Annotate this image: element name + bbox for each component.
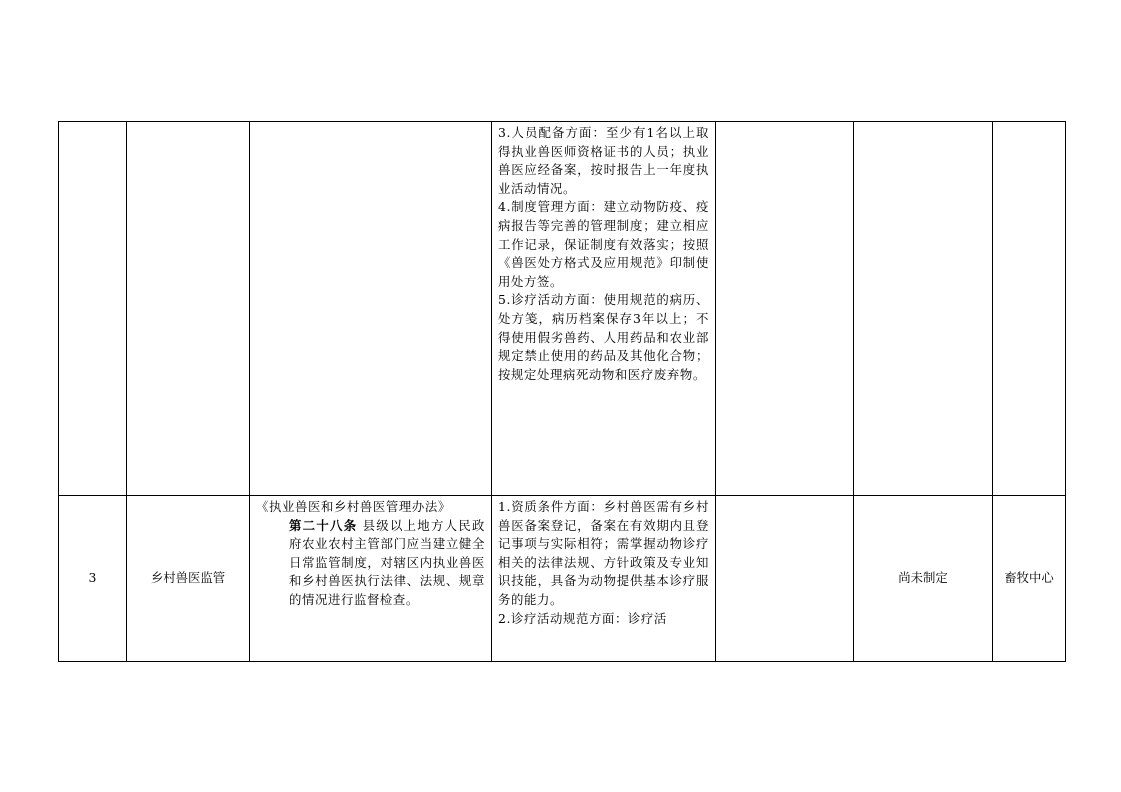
item-name-cell-empty [127, 122, 250, 496]
article-number: 第二十八条 [289, 517, 358, 533]
serial-number: 3 [88, 570, 97, 586]
legal-basis-article [256, 517, 485, 610]
standard-paragraph: 4.制度管理方面：建立动物防疫、疫病报告等完善的管理制度；建立相应工作记录，保证制度有效落实；按照《兽医处方格式及应用规范》印制使用处方签。 [498, 199, 709, 289]
item-name: 乡村兽医监管 [150, 570, 226, 586]
department-cell-empty [993, 122, 1066, 496]
legal-basis-title: 《执业兽医和乡村兽医管理办法》 [256, 499, 451, 514]
table-row-continued [59, 122, 1066, 496]
department-cell [993, 496, 1066, 662]
status-text: 尚未制定 [898, 570, 948, 586]
standard-paragraph: 2.诊疗活动规范方面：诊疗活 [498, 610, 667, 626]
table-row [59, 496, 1066, 662]
supervision-standard-cell [492, 496, 716, 662]
supervision-standard-cell [492, 122, 716, 496]
legal-basis-cell-empty [250, 122, 492, 496]
serial-number-cell [59, 496, 127, 662]
standard-paragraph: 1.资质条件方面：乡村兽医需有乡村兽医备案登记，备案在有效期内且登记事项与实际相符；需掌握动物诊疗相关的法律法规、方针政策及专业知识技能，具备为动物提供基本诊疗服务的能力。 [498, 499, 709, 607]
status-cell-empty [854, 122, 993, 496]
status-cell [854, 496, 993, 662]
article-text: 县级以上地方人民政府农业农村主管部门应当建立健全日常监管制度，对辖区内执业兽医和乡村兽医执行法律、法规、规章的情况进行监督检查。 [289, 517, 485, 607]
empty-cell [716, 122, 854, 496]
standard-paragraph: 3.人员配备方面：至少有1名以上取得执业兽医师资格证书的人员；执业兽医应经备案，按时报告上一年度执业活动情况。 [498, 125, 709, 196]
legal-basis-cell [250, 496, 492, 662]
item-name-cell [127, 496, 250, 662]
department-text: 畜牧中心 [1004, 570, 1054, 586]
standard-paragraph: 5.诊疗活动方面：使用规范的病历、处方笺，病历档案保存3年以上；不得使用假劣兽药、人用药品和农业部规定禁止使用的药品及其他化合物；按规定处理病死动物和医疗废弃物。 [498, 292, 709, 382]
serial-number-cell-empty [59, 122, 127, 496]
empty-cell [716, 496, 854, 662]
regulation-table [58, 121, 1066, 662]
